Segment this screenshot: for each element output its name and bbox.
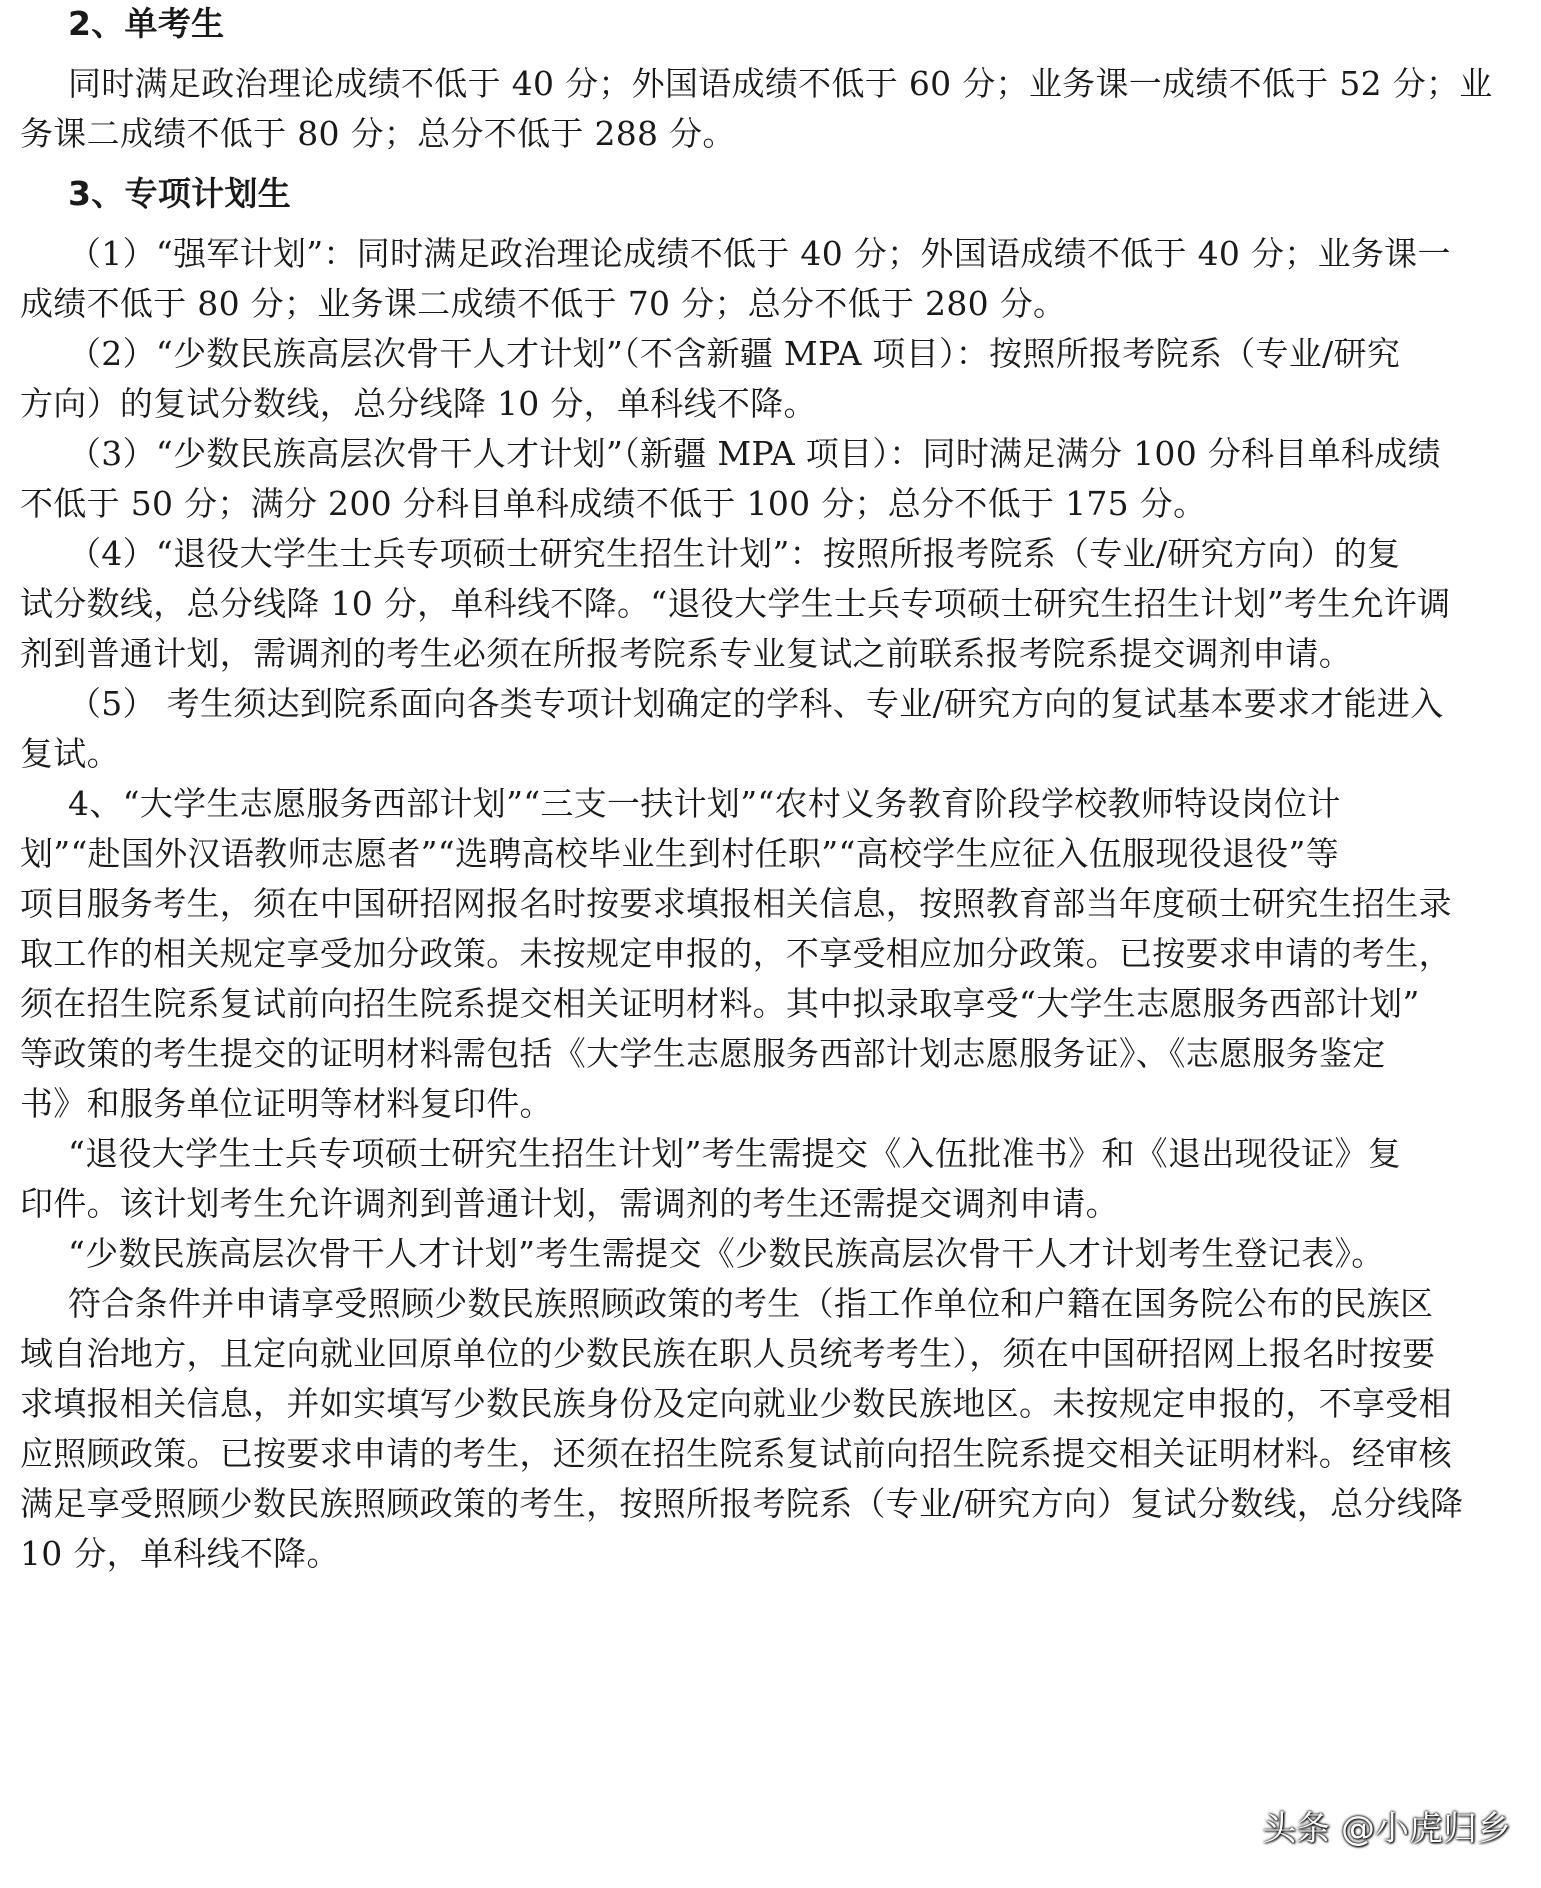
paragraph-line: 复试。 [20, 734, 120, 773]
watermark: 头条 @小虎归乡 [1262, 1809, 1511, 1849]
paragraph-line: 符合条件并申请享受照顾少数民族照顾政策的考生（指工作单位和户籍在国务院公布的民族区 [68, 1284, 1434, 1323]
paragraph-line: 方向）的复试分数线，总分线降 10 分，单科线不降。 [20, 384, 817, 423]
paragraph-line: 成绩不低于 80 分；业务课二成绩不低于 70 分；总分不低于 280 分。 [20, 284, 1067, 323]
paragraph-line: 不低于 50 分；满分 200 分科目单科成绩不低于 100 分；总分不低于 175 分。 [20, 484, 1207, 523]
paragraph-line: 4、“大学生志愿服务西部计划”“三支一扶计划”“农村义务教育阶段学校教师特设岗位计 [68, 784, 1341, 823]
paragraph-line: 10 分，单科线不降。 [20, 1534, 340, 1573]
paragraph-line: 项目服务考生，须在中国研招网报名时按要求填报相关信息，按照教育部当年度硕士研究生招生录 [20, 884, 1452, 923]
paragraph-line: （5） 考生须达到院系面向各类专项计划确定的学科、专业/研究方向的复试基本要求才能进入 [68, 684, 1444, 723]
paragraph-line: （2）“少数民族高层次骨干人才计划”（不含新疆 MPA 项目）：按照所报考院系（专业/研究 [68, 334, 1401, 373]
paragraph-line: （4）“退役大学生士兵专项硕士研究生招生计划”：按照所报考院系（专业/研究方向）的复 [68, 534, 1401, 573]
paragraph-line: 满足享受照顾少数民族照顾政策的考生，按照所报考院系（专业/研究方向）复试分数线，总分线降 [20, 1484, 1464, 1523]
paragraph-line: （1）“强军计划”：同时满足政治理论成绩不低于 40 分；外国语成绩不低于 40 分；业务课一 [68, 234, 1451, 273]
paragraph-line: 印件。该计划考生允许调剂到普通计划，需调剂的考生还需提交调剂申请。 [20, 1184, 1119, 1223]
paragraph-line: 书》和服务单位证明等材料复印件。 [20, 1084, 553, 1123]
paragraph-line: 划”“赴国外汉语教师志愿者”“选聘高校毕业生到村任职”“高校学生应征入伍服现役退役”等 [20, 834, 1339, 873]
paragraph-line: 域自治地方，且定向就业回原单位的少数民族在职人员统考考生），须在中国研招网上报名时按要 [20, 1334, 1436, 1373]
paragraph-line: 须在招生院系复试前向招生院系提交相关证明材料。其中拟录取享受“大学生志愿服务西部计划” [20, 984, 1420, 1023]
paragraph-line: 应照顾政策。已按要求申请的考生，还须在招生院系复试前向招生院系提交相关证明材料。经审核 [20, 1434, 1452, 1473]
paragraph-line: 务课二成绩不低于 80 分；总分不低于 288 分。 [20, 114, 736, 153]
paragraph-line: （3）“少数民族高层次骨干人才计划”（新疆 MPA 项目）：同时满足满分 100 分科目单科成绩 [68, 434, 1441, 473]
paragraph-line: “少数民族高层次骨干人才计划”考生需提交《少数民族高层次骨干人才计划考生登记表》。 [68, 1234, 1385, 1273]
heading-single-candidate: 2、单考生 [68, 4, 225, 43]
paragraph-line: 等政策的考生提交的证明材料需包括《大学生志愿服务西部计划志愿服务证》、《志愿服务鉴定 [20, 1034, 1386, 1073]
paragraph-line: 试分数线，总分线降 10 分，单科线不降。“退役大学生士兵专项硕士研究生招生计划”考生允许调 [20, 584, 1451, 623]
paragraph-line: 同时满足政治理论成绩不低于 40 分；外国语成绩不低于 60 分；业务课一成绩不低于 52 分；业 [68, 64, 1493, 103]
paragraph-line: 求填报相关信息，并如实填写少数民族身份及定向就业少数民族地区。未按规定申报的，不享受相 [20, 1384, 1452, 1423]
paragraph-line: 剂到普通计划，需调剂的考生必须在所报考院系专业复试之前联系报考院系提交调剂申请。 [20, 634, 1352, 673]
heading-special-plan: 3、专项计划生 [68, 174, 292, 213]
paragraph-line: 取工作的相关规定享受加分政策。未按规定申报的，不享受相应加分政策。已按要求申请的考生， [20, 934, 1452, 973]
paragraph-line: “退役大学生士兵专项硕士研究生招生计划”考生需提交《入伍批准书》和《退出现役证》复 [68, 1134, 1402, 1173]
